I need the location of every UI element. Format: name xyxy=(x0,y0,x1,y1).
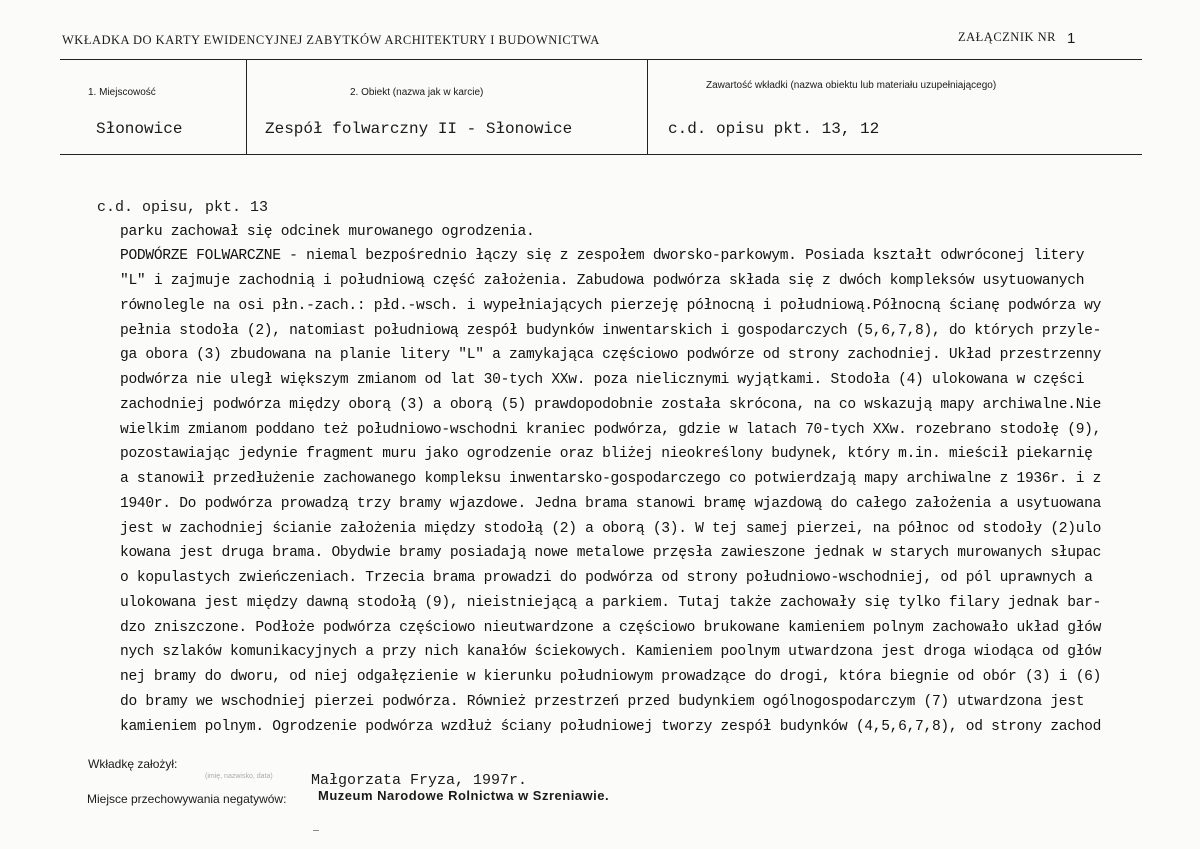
body-line: kamieniem polnym. Ogrodzenie podwórza wzdłuż ściany południowej tworzy zespół budynków (4,5,6,7,8), od strony zachod xyxy=(120,719,1102,735)
body-line: parku zachował się odcinek murowanego ogrodzenia. xyxy=(120,224,535,240)
body-line: pełnia stodoła (2), natomiast południową zespół budynków inwentarskich i gospodarczych (5,6,7,8), do których przyle- xyxy=(120,323,1102,339)
table-divider-2 xyxy=(647,59,648,155)
attachment-label: ZAŁĄCZNIK NR xyxy=(958,30,1057,44)
body-line: wielkim zmianom poddano też południowo-wschodni kraniec podwórza, gdzie w latach 70-tych XXw. rozebrano stodołę (9), xyxy=(120,422,1102,438)
body-line: nej bramy do dworu, od niej odgałęzienie w kierunku południowym prowadzące do drogi, która biegnie od obór (3) i (6) xyxy=(120,669,1102,685)
locality-value: Słonowice xyxy=(96,120,183,138)
body-line: zachodniej podwórza między oborą (3) a oborą (5) prawdopodobnie została skrócona, na co wskazują mapy archiwalne.Nie xyxy=(120,397,1102,413)
body-line: dzo zniszczone. Podłoże podwórza częściowo nieutwardzone a częściowo brukowane kamieniem polnym zachowało układ głów xyxy=(120,620,1102,636)
body-line: nych szlaków komunikacyjnych a przy nich kanałów ściekowych. Kamieniem poolnym utwardzona jest droga wiodąca od głów xyxy=(120,644,1102,660)
content-label: Zawartość wkładki (nazwa obiektu lub materiału uzupełniającego) xyxy=(706,80,997,91)
body-line: ga obora (3) zbudowana na planie litery "L" a zamykająca częściowo podwórze od strony zachodniej. Układ przestrzenny xyxy=(120,347,1102,363)
body-line: kowana jest druga brama. Obydwie bramy posiadają nowe metalowe przęsła zawieszone jednak w starych murowanych słupac xyxy=(120,545,1102,561)
storage-value: Muzeum Narodowe Rolnictwa w Szreniawie. xyxy=(318,788,610,803)
object-label: 2. Obiekt (nazwa jak w karcie) xyxy=(350,87,484,98)
body-line: ulokowana jest między dawną stodołą (9), nieistniejącą a parkiem. Tutaj także zachowały się tylko filary jednak bar- xyxy=(120,595,1102,611)
table-bottom-border xyxy=(60,154,1142,155)
body-line: do bramy we wschodniej pierzei podwórza. Również przestrzeń przed budynkiem ogólnogospodarczym (7) utwardzona jest xyxy=(120,694,1085,710)
body-line: podwórza nie uległ większym zmianom od lat 30-tych XXw. poza nielicznymi wyjątkami. Stodoła (4) ulokowana w części xyxy=(120,372,1085,388)
storage-label: Miejsce przechowywania negatywów: xyxy=(87,792,287,806)
scan-mark xyxy=(313,830,319,831)
body-line: równolegle na osi płn.-zach.: płd.-wsch. i wypełniających pierzeję północną i południową.Północną ścianę podwórza wy xyxy=(120,298,1102,314)
body-line: a stanowił przedłużenie zachowanego kompleksu inwentarsko-gospodarczego co potwierdzają mapy archiwalne z 1936r. i z xyxy=(120,471,1102,487)
locality-label: 1. Miejscowość xyxy=(88,87,156,98)
body-line: pozostawiając jedynie fragment muru jako ogrodzenie oraz bliżej nieokreślony budynek, który m.in. mieścił piekarnię xyxy=(120,446,1093,462)
table-divider-1 xyxy=(246,59,247,155)
table-top-border xyxy=(60,59,1142,60)
body-line: 1940r. Do podwórza prowadzą trzy bramy wjazdowe. Jedna brama stanowi bramę wjazdową do całego założenia a usytuowana xyxy=(120,496,1102,512)
body-line: jest w zachodniej ścianie założenia między stodołą (2) a oborą (3). W tej samej pierzei, na północ od stodoły (2)ulo xyxy=(120,521,1102,537)
body-line: "L" i zajmuje zachodnią i południową część założenia. Zabudowa podwórza składa się z dwóch kompleksów usytuowanych xyxy=(120,273,1085,289)
prepared-value: Małgorzata Fryza, 1997r. xyxy=(311,772,528,789)
prepared-hint: (imię, nazwisko, data) xyxy=(205,773,273,780)
section-heading: c.d. opisu, pkt. 13 xyxy=(97,199,269,216)
document-title: WKŁADKA DO KARTY EWIDENCYJNEJ ZABYTKÓW ARCHITEKTURY I BUDOWNICTWA xyxy=(62,33,600,47)
attachment-number: 1 xyxy=(1067,30,1076,47)
body-line: PODWÓRZE FOLWARCZNE - niemal bezpośrednio łączy się z zespołem dworsko-parkowym. Posiada kształt odwróconej litery xyxy=(120,248,1085,264)
object-value: Zespół folwarczny II - Słonowice xyxy=(265,120,573,138)
content-value: c.d. opisu pkt. 13, 12 xyxy=(668,120,880,138)
prepared-label: Wkładkę założył: xyxy=(88,757,178,771)
body-line: o kopulastych zwieńczeniach. Trzecia brama prowadzi do podwórza od strony południowo-wschodniej, od pól uprawnych a xyxy=(120,570,1093,586)
